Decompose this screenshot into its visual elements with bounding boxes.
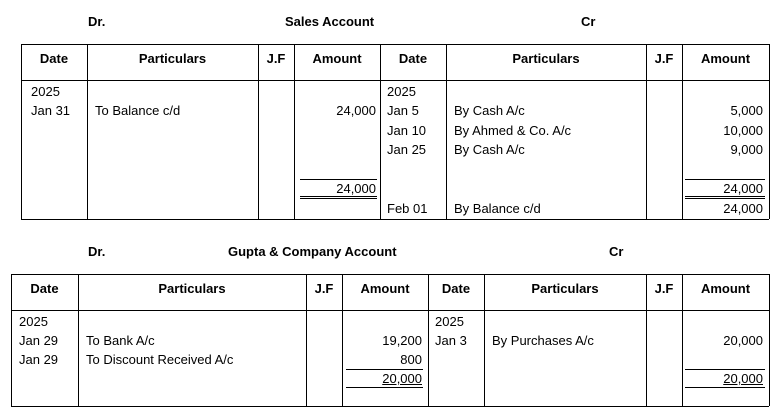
sales-credit-row-date: Jan 25 bbox=[387, 142, 427, 157]
gupta-debit-year: 2025 bbox=[19, 314, 48, 329]
sales-header-amount-dr: Amount bbox=[312, 51, 362, 66]
sales-credit-row-amount: 9,000 bbox=[730, 142, 763, 157]
gupta-credit-row-amount: 20,000 bbox=[723, 333, 763, 348]
gupta-debit-total: 20,000 bbox=[382, 371, 422, 386]
sales-debit-year: 2025 bbox=[31, 84, 60, 99]
sales-header-date-cr: Date bbox=[398, 51, 428, 66]
sales-credit-row-date: Jan 5 bbox=[387, 103, 419, 118]
sales-credit-row-amount: 10,000 bbox=[723, 123, 763, 138]
sales-header-date-dr: Date bbox=[39, 51, 69, 66]
gupta-header-amount-dr: Amount bbox=[360, 281, 410, 296]
gupta-cr-label: Cr bbox=[609, 244, 624, 259]
sales-cr-label: Cr bbox=[581, 14, 596, 29]
sales-header-particulars-dr: Particulars bbox=[138, 51, 207, 66]
sales-header-amount-cr: Amount bbox=[700, 51, 751, 66]
gupta-header-jf-cr: J.F bbox=[654, 281, 674, 296]
gupta-header-particulars-dr: Particulars bbox=[158, 281, 226, 296]
sales-dr-label: Dr. bbox=[88, 14, 106, 29]
gupta-header-particulars-cr: Particulars bbox=[531, 281, 599, 296]
gupta-debit-row-amount: 19,200 bbox=[382, 333, 422, 348]
gupta-credit-row-date: Jan 3 bbox=[435, 333, 467, 348]
gupta-header-date-dr: Date bbox=[30, 281, 59, 296]
sales-credit-balance-amount: 24,000 bbox=[723, 201, 763, 216]
sales-credit-balance-date: Feb 01 bbox=[387, 201, 428, 216]
sales-account-title: Sales Account bbox=[285, 14, 375, 29]
sales-debit-date: Jan 31 bbox=[31, 103, 71, 118]
gupta-debit-row-amount: 800 bbox=[400, 352, 422, 367]
sales-credit-balance-particular: By Balance c/d bbox=[454, 201, 541, 216]
gupta-header-date-cr: Date bbox=[441, 281, 471, 296]
sales-header-jf-cr: J.F bbox=[654, 51, 674, 66]
gupta-header-amount-cr: Amount bbox=[700, 281, 751, 296]
gupta-credit-year: 2025 bbox=[435, 314, 464, 329]
gupta-account-title: Gupta & Company Account bbox=[228, 244, 397, 259]
sales-credit-row-particular: By Cash A/c bbox=[454, 142, 525, 157]
gupta-debit-row-date: Jan 29 bbox=[19, 352, 59, 367]
gupta-credit-total: 20,000 bbox=[723, 371, 763, 386]
sales-credit-year: 2025 bbox=[387, 84, 416, 99]
gupta-debit-row-particular: To Discount Received A/c bbox=[86, 352, 234, 367]
sales-debit-total: 24,000 bbox=[336, 181, 376, 196]
sales-credit-row-amount: 5,000 bbox=[730, 103, 763, 118]
sales-debit-amount: 24,000 bbox=[336, 103, 376, 118]
gupta-header-jf-dr: J.F bbox=[314, 281, 334, 296]
sales-header-jf-dr: J.F bbox=[266, 51, 286, 66]
sales-debit-particular: To Balance c/d bbox=[95, 103, 181, 118]
sales-header-particulars-cr: Particulars bbox=[512, 51, 580, 66]
sales-credit-row-particular: By Ahmed & Co. A/c bbox=[454, 123, 572, 138]
gupta-debit-row-particular: To Bank A/c bbox=[86, 333, 155, 348]
sales-credit-row-date: Jan 10 bbox=[387, 123, 427, 138]
sales-credit-row-particular: By Cash A/c bbox=[454, 103, 525, 118]
sales-credit-total: 24,000 bbox=[723, 181, 763, 196]
gupta-dr-label: Dr. bbox=[88, 244, 106, 259]
gupta-credit-row-particular: By Purchases A/c bbox=[492, 333, 594, 348]
gupta-debit-row-date: Jan 29 bbox=[19, 333, 59, 348]
